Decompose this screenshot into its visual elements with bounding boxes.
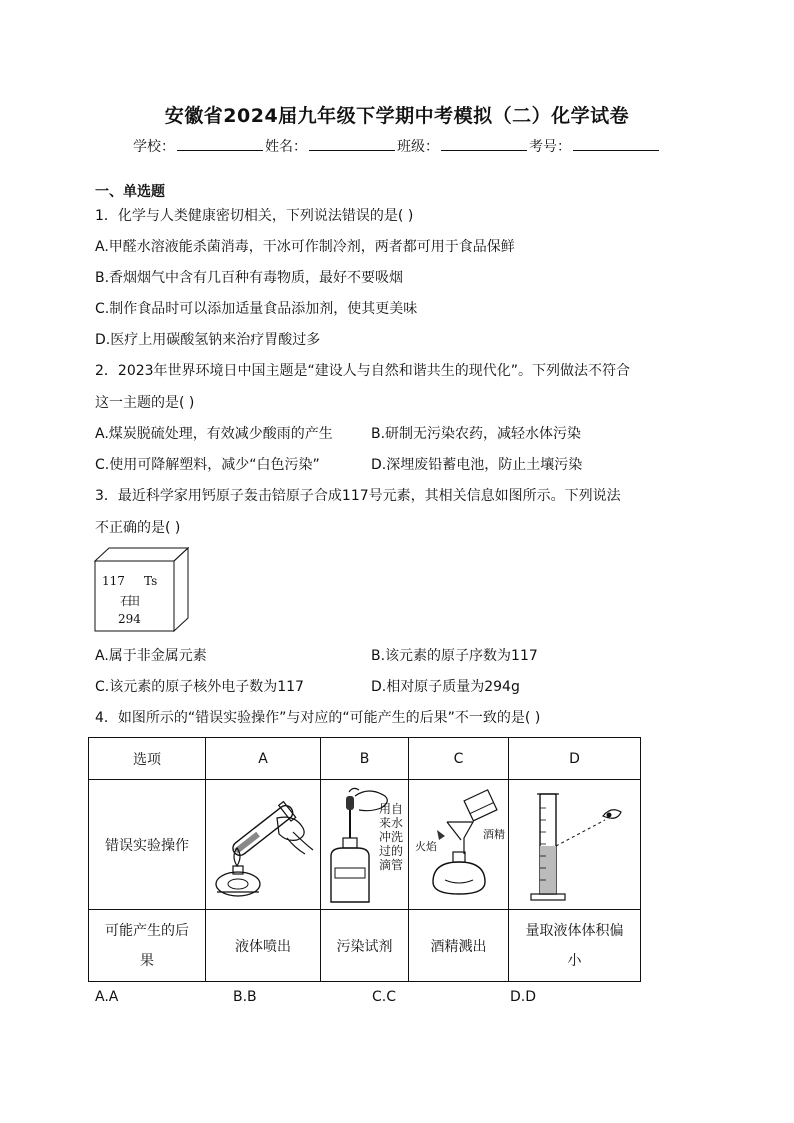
header-b: B (321, 738, 409, 780)
q2-stem-line2: 这一主题的是( ) (95, 395, 195, 411)
header-a: A (206, 738, 321, 780)
element-cell-figure (93, 547, 189, 632)
result-d-line1: 量取液体体积偏 (525, 922, 624, 939)
note-line-1: 用自 (379, 802, 404, 816)
q1-stem: 1．化学与人类健康密切相关，下列说法错误的是( ) (95, 208, 414, 224)
header-d: D (509, 738, 641, 780)
q4-answer-c: C.C (372, 989, 397, 1005)
q2-option-c: C.使用可降解塑料，减少“白色污染” (95, 457, 320, 473)
flame-label: 火焰 (415, 840, 437, 853)
figure-d-cell (509, 780, 641, 910)
q4-answer-b: B.B (233, 989, 257, 1005)
name-label: 姓名： (265, 139, 307, 155)
element-symbol: Ts (144, 574, 158, 588)
element-name: 石田 (120, 594, 137, 608)
result-label-line1: 可能产生的后 (105, 922, 189, 939)
figure-c-cell (409, 780, 509, 910)
q3-stem-line2: 不正确的是( ) (95, 520, 181, 536)
q4-answer-d: D.D (510, 989, 537, 1005)
note-line-4: 过的 (379, 844, 404, 858)
result-c: 酒精溅出 (409, 910, 509, 982)
experiment-table (88, 737, 641, 982)
result-d (509, 910, 641, 982)
result-b: 污染试剂 (321, 910, 409, 982)
result-label-line2: 果 (140, 952, 154, 969)
result-d-line2: 小 (567, 952, 582, 969)
dropper-note (379, 802, 403, 872)
name-blank[interactable] (309, 138, 395, 151)
q1-option-a: A.甲醛水溶液能杀菌消毒，干冰可作制冷剂，两者都可用于食品保鲜 (95, 239, 515, 255)
number-blank[interactable] (573, 138, 659, 151)
section-heading: 一、单选题 (95, 184, 165, 200)
figure-b-cell (321, 780, 409, 910)
q4-stem: 4．如图所示的“错误实验操作”与对应的“可能产生的后果”不一致的是( ) (95, 710, 541, 726)
number-label: 考号： (529, 139, 571, 155)
heating-tube-illustration (207, 780, 319, 905)
q3-option-b: B.该元素的原子序数为117 (371, 648, 538, 664)
q3-stem-line1: 3．最近科学家用钙原子轰击锫原子合成117号元素，其相关信息如图所示。下列说法 (95, 488, 621, 504)
table-header-row (89, 738, 641, 780)
q4-answer-a: A.A (95, 989, 119, 1005)
q2-stem-line1: 2．2023年世界环境日中国主题是“建设人与自然和谐共生的现代化”。下列做法不符合 (95, 363, 631, 379)
operation-label: 错误实验操作 (89, 780, 206, 910)
result-label (89, 910, 206, 982)
element-atomic-number: 117 (102, 574, 125, 588)
element-mass: 294 (118, 612, 141, 626)
class-blank[interactable] (441, 138, 527, 151)
note-line-5: 滴管 (379, 858, 404, 872)
exam-title: 安徽省2024届九年级下学期中考模拟（二）化学试卷 (164, 105, 630, 127)
note-line-2: 来水 (379, 816, 404, 830)
q2-option-d: D.深埋废铅蓄电池，防止土壤污染 (371, 457, 583, 473)
table-row-result (89, 910, 641, 982)
q2-option-b: B.研制无污染农药，减轻水体污染 (371, 426, 582, 442)
q1-option-c: C.制作食品时可以添加适量食品添加剂，使其更美味 (95, 301, 418, 317)
q2-option-a: A.煤炭脱硫处理，有效减少酸雨的产生 (95, 426, 333, 442)
header-option: 选项 (89, 738, 206, 780)
header-c: C (409, 738, 509, 780)
q1-option-b: B.香烟烟气中含有几百种有毒物质，最好不要吸烟 (95, 270, 404, 286)
school-label: 学校： (133, 139, 175, 155)
note-line-3: 冲洗 (379, 830, 404, 844)
q3-option-c: C.该元素的原子核外电子数为117 (95, 679, 304, 695)
school-blank[interactable] (177, 138, 263, 151)
student-info-line (0, 136, 794, 156)
table-row-operation (89, 780, 641, 910)
q3-option-a: A.属于非金属元素 (95, 648, 207, 664)
figure-a-cell (206, 780, 321, 910)
alcohol-label: 酒精 (483, 828, 505, 841)
class-label: 班级： (397, 139, 439, 155)
q1-option-d: D.医疗上用碳酸氢钠来治疗胃酸过多 (95, 332, 321, 348)
graduated-cylinder-illustration (509, 780, 640, 905)
result-a: 液体喷出 (206, 910, 321, 982)
q3-option-d: D.相对原子质量为294g (371, 679, 520, 695)
